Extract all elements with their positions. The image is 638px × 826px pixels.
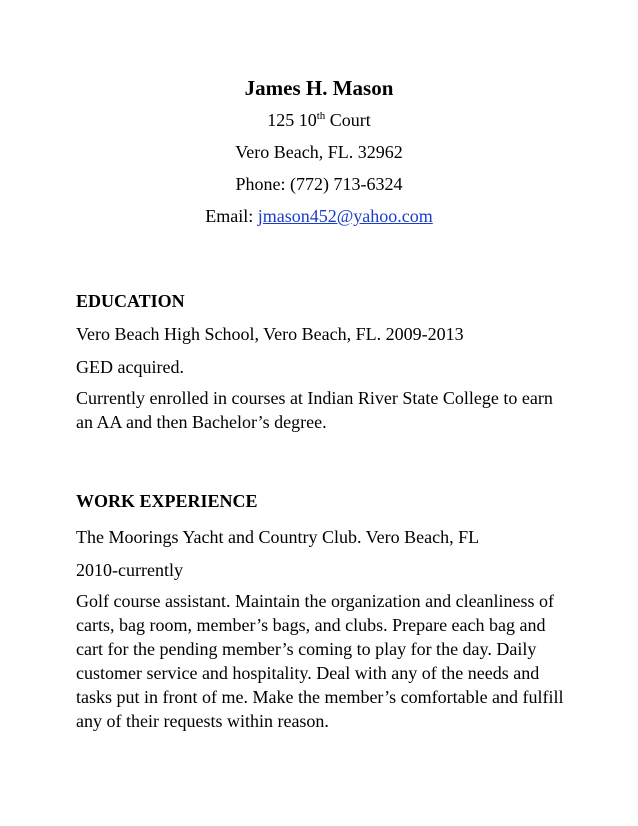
street-address [0, 104, 638, 136]
education-heading: EDUCATION [76, 291, 185, 311]
work-employer: The Moorings Yacht and Country Club. Vero Beach, FL [76, 527, 480, 547]
email-link[interactable]: jmason452@yahoo.com [257, 206, 433, 226]
work-heading: WORK EXPERIENCE [76, 491, 258, 511]
work-description: Golf course assistant. Maintain the organization and cleanliness of carts, bag room, member’s bags, and clubs. Prepare each bag and cart for the pending member’s coming to play for the day. Daily customer service and hospitality. Deal with any of the needs and tasks put in front of me. Make the member’s comfortable and fulfill any of their requests within reason. [76, 591, 564, 731]
education-enrollment: Currently enrolled in courses at Indian River State College to earn an AA and then Bachelor’s degree. [76, 388, 553, 432]
work-experience-section [76, 487, 566, 733]
phone-number: Phone: (772) 713-6324 [235, 174, 403, 194]
education-school: Vero Beach High School, Vero Beach, FL. 2009-2013 [76, 324, 464, 344]
applicant-name: James H. Mason [244, 76, 394, 100]
city-state-zip: Vero Beach, FL. 32962 [235, 142, 403, 162]
address-number: 125 10 [267, 110, 317, 130]
address-ordinal-suffix: th [316, 110, 326, 122]
education-section [76, 287, 566, 434]
email-label: Email: [205, 206, 258, 226]
contact-header [0, 72, 638, 232]
address-street: Court [325, 110, 371, 130]
education-ged: GED acquired. [76, 357, 184, 377]
email-line [0, 200, 638, 232]
work-dates: 2010-currently [76, 560, 183, 580]
